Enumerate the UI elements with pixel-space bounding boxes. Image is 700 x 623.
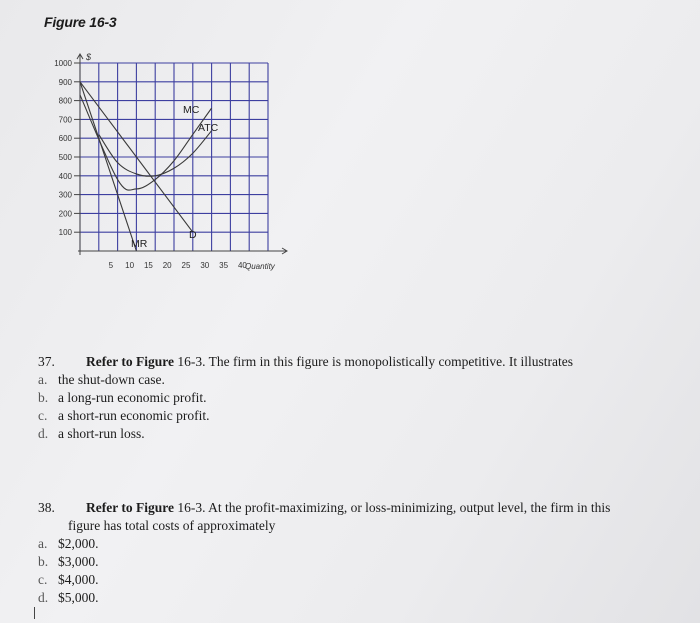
y-tick-label: 200 xyxy=(58,209,72,219)
option-text: a short-run economic profit. xyxy=(58,408,210,423)
question-stem xyxy=(86,353,573,370)
option-letter: c. xyxy=(38,572,48,587)
figure-reference: Refer to Figure xyxy=(86,354,174,369)
x-tick-label: 25 xyxy=(181,261,191,270)
option-letter: a. xyxy=(38,372,48,387)
option-letter: b. xyxy=(38,390,49,405)
option-letter: b. xyxy=(38,554,49,569)
option-c[interactable] xyxy=(38,407,209,424)
question-number: 38. xyxy=(38,500,55,515)
option-text: a long-run economic profit. xyxy=(58,390,207,405)
question-38 xyxy=(38,499,688,609)
curve-mr xyxy=(80,82,136,251)
option-a[interactable] xyxy=(38,535,99,552)
option-letter: d. xyxy=(38,590,49,605)
y-tick-label: 100 xyxy=(58,228,72,238)
option-text: $2,000. xyxy=(58,536,99,551)
figure-title: Figure 16-3 xyxy=(44,14,117,30)
question-37 xyxy=(38,353,678,453)
curve-labels xyxy=(85,52,276,271)
x-tick-label: 40 xyxy=(237,261,247,270)
x-tick-label: 15 xyxy=(143,261,153,270)
option-d[interactable] xyxy=(38,425,145,442)
option-b[interactable] xyxy=(38,389,206,406)
curve-label-atc: ATC xyxy=(198,122,219,134)
cost-revenue-chart xyxy=(0,0,700,290)
question-text: 16-3. At the profit-maximizing, or loss-minimizing, output level, the firm in this xyxy=(173,500,611,515)
y-tick-label: 600 xyxy=(58,134,72,144)
option-text: $3,000. xyxy=(58,554,99,569)
option-text: $5,000. xyxy=(58,590,99,605)
option-d[interactable] xyxy=(38,589,99,606)
x-tick-label: 5 xyxy=(108,261,114,270)
question-stem xyxy=(86,499,610,516)
x-tick-label: 10 xyxy=(125,261,135,270)
option-text: $4,000. xyxy=(58,572,99,587)
option-letter: a. xyxy=(38,536,48,551)
y-tick-label: 1000 xyxy=(54,59,72,68)
option-text: the shut-down case. xyxy=(58,372,165,387)
option-letter: c. xyxy=(38,408,48,423)
y-tick-label: 700 xyxy=(58,115,72,125)
option-text: a short-run loss. xyxy=(58,426,145,441)
option-a[interactable] xyxy=(38,371,165,388)
text-cursor xyxy=(34,607,35,619)
question-number: 37. xyxy=(38,354,55,369)
chart-axes xyxy=(77,54,287,255)
option-letter: d. xyxy=(38,426,49,441)
curve-label-mr: MR xyxy=(131,238,148,250)
y-tick-label: 500 xyxy=(58,153,72,162)
curve-label-mc: MC xyxy=(183,104,200,116)
y-tick-label: 800 xyxy=(58,96,72,106)
question-text: 16-3. The firm in this figure is monopolistically competitive. It illustrates xyxy=(173,354,574,369)
y-tick-label: 300 xyxy=(58,190,72,200)
x-tick-label: 20 xyxy=(162,261,172,270)
x-tick-labels xyxy=(109,261,248,270)
question-stem-line2: figure has total costs of approximately xyxy=(68,518,276,533)
x-tick-label: 35 xyxy=(219,261,229,270)
curve-label-d: D xyxy=(189,229,197,241)
option-b[interactable] xyxy=(38,553,99,570)
option-c[interactable] xyxy=(38,571,99,588)
x-tick-label: 30 xyxy=(200,261,210,270)
x-axis-label: Quantity xyxy=(245,262,275,271)
chart-grid xyxy=(80,63,268,251)
y-axis-label: $ xyxy=(86,52,92,62)
figure-reference: Refer to Figure xyxy=(86,500,174,515)
y-tick-label: 900 xyxy=(58,77,72,87)
y-tick-labels xyxy=(54,59,80,237)
y-tick-label: 400 xyxy=(58,171,72,181)
